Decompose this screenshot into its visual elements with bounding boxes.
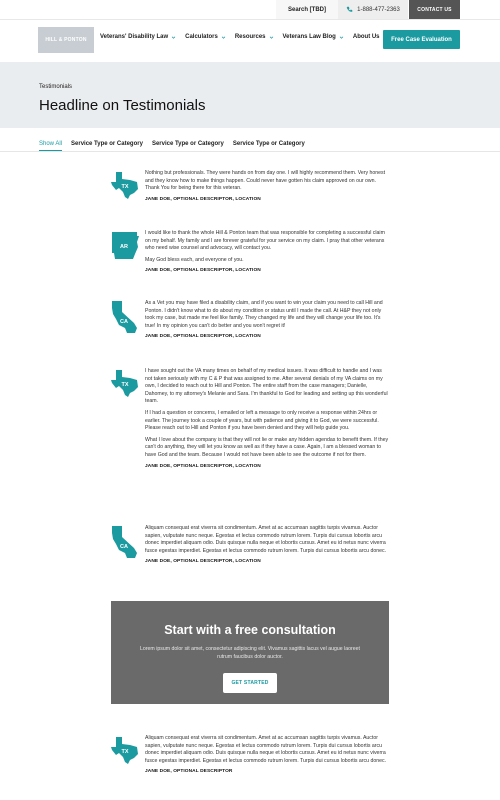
consultation-text: Lorem ipsum dolor sit amet, consectetur adipiscing elit. Vivamus sagittis lacus vel augue laoreet rutrum faucibus dolor auctor. xyxy=(140,646,360,660)
nav-menu xyxy=(100,34,388,40)
phone-number: 1-888-477-2363 xyxy=(357,6,400,13)
testimonial-body xyxy=(145,230,390,273)
testimonial-text: Aliquam consequat erat viverra sit condimentum. Amet at ac accumsan sagittis turpis vivamus. Auctor sapien, vulputate nunc neque. Egestas et lectus commodo rutrum lorem. Turpis dui cursus lobortis arcu donec imperdiet aliquam odio. Duis quisque nulla neque et lobortis cursus. Amet eu id netus nunc viverra fusce egestas imperdiet. Egestas et lectus commodo rutrum lorem. Turpis dui cursus lobortis arcu donec. xyxy=(145,735,387,764)
state-abbrev: CA xyxy=(120,544,128,550)
chevron-down-icon xyxy=(269,35,274,40)
nav-item-label: About Us xyxy=(352,34,380,40)
testimonial-body xyxy=(145,170,390,202)
testimonial-body xyxy=(145,525,390,564)
testimonial-text: Aliquam consequat erat viverra sit condimentum. Amet at ac accumsan sagittis turpis vivamus. Auctor sapien, vulputate nunc neque. Egestas et lectus commodo rutrum lorem. Turpis dui cursus lobortis arcu donec imperdiet aliquam odio. Duis quisque nulla neque et lobortis cursus. Amet eu id netus nunc viverra fusce egestas imperdiet. Egestas et lectus commodo rutrum lorem. Turpis dui cursus lobortis arcu donec. xyxy=(145,525,387,554)
free-case-evaluation-button[interactable]: Free Case Evaluation xyxy=(383,30,460,49)
arkansas-state-icon xyxy=(110,230,140,260)
texas-state-icon xyxy=(110,735,140,765)
tab-service-type-3[interactable]: Service Type or Category xyxy=(232,141,305,147)
consultation-title: Start with a free consultation xyxy=(164,623,336,637)
search-link[interactable]: Search [TBD] xyxy=(276,0,338,19)
chevron-down-icon xyxy=(171,35,176,40)
testimonial-body xyxy=(145,368,390,469)
chevron-down-icon xyxy=(221,35,226,40)
nav-item-label: Veterans' Disability Law xyxy=(100,34,169,40)
testimonial-text: I would like to thank the whole Hill & Ponton team that was responsible for completing a successful claim on my behalf. My family and I are forever grateful for your service on my claim. I pray that other veterans who need wise counsel and advocacy, will contact you. xyxy=(145,230,385,252)
testimonial-text: I have sought out the VA many times on behalf of my medical issues. It was difficult to handle and I was not taken seriously with my C & P that was assigned to me. After several denials of my VA claims on my own, I decided to reach out to Hill and Ponton. The entire staff from the case managers; Danielle, Dahomey, to my attorney's Melanie and Sara. I'm thankful to God for leading and setting up this wonderful team. xyxy=(145,368,388,405)
chevron-down-icon xyxy=(339,35,344,40)
phone-icon xyxy=(346,6,353,13)
state-abbrev: TX xyxy=(121,184,129,190)
testimonial-text: As a Vet you may have filed a disability claim, and if you want to win your claim you need to call Hill and Ponton. I didn't know what to do about my condition or status until I made the call. At H&P they not only took my case, but made me feel like family. They changed my life and they will change your life too. It's true! In my opinion you can't do better and you won't regret it! xyxy=(145,300,383,329)
nav-item-veterans-law-blog[interactable] xyxy=(283,34,344,40)
main-nav xyxy=(0,19,500,62)
get-started-button[interactable]: GET STARTED xyxy=(223,673,277,693)
texas-state-icon xyxy=(110,368,140,398)
california-state-icon xyxy=(110,300,140,334)
page-hero xyxy=(0,62,500,128)
testimonial-text: If I had a question or concerns, I emailed or left a message to only receive a response within 24hrs or earlier. The journey took a couple of years, but with patience and giving it to God, we were successful. Please reach out to Hill and Ponton if you have been denied and they will help guide you. xyxy=(145,409,379,432)
category-tabs xyxy=(39,141,305,151)
tabs-divider xyxy=(0,151,500,152)
state-abbrev: AR xyxy=(120,244,128,250)
state-abbrev: CA xyxy=(120,319,128,325)
state-abbrev: TX xyxy=(121,382,129,388)
tab-service-type-1[interactable]: Service Type or Category xyxy=(71,141,143,147)
nav-item-calculators[interactable] xyxy=(185,34,226,40)
testimonial-text: May God bless each, and everyone of you. xyxy=(145,256,244,263)
testimonial-body xyxy=(145,300,390,339)
nav-item-resources[interactable] xyxy=(235,34,274,40)
contact-us-button[interactable]: CONTACT US xyxy=(409,0,460,19)
california-state-icon xyxy=(110,525,140,559)
tab-show-all[interactable]: Show All xyxy=(39,141,62,151)
testimonial-text: What I love about the company is that they will not lie or make any hidden agendas to benefit them. If they can't do anything, they will let you know as well as if they have a case. Again, I am a blessed woman to have God and the team. Because I would not have been able to see the outcome if not for them. xyxy=(145,436,389,458)
utility-bar xyxy=(0,0,500,19)
nav-item-label: Resources xyxy=(234,34,266,40)
testimonial-body xyxy=(145,735,390,774)
testimonial-attribution: JANE DOE, OPTIONAL DESCRIPTOR, LOCATION xyxy=(145,559,261,565)
nav-item-label: Calculators xyxy=(185,34,218,40)
testimonial-attribution: JANE DOE, OPTIONAL DESCRIPTOR, LOCATION xyxy=(145,196,261,202)
texas-state-icon xyxy=(110,170,140,200)
testimonial-attribution: JANE DOE, OPTIONAL DESCRIPTOR, LOCATION xyxy=(145,268,261,274)
testimonial-attribution: JANE DOE, OPTIONAL DESCRIPTOR, LOCATION xyxy=(145,463,261,469)
nav-item-label: Veterans Law Blog xyxy=(282,34,336,40)
logo[interactable]: HILL & PONTON xyxy=(38,27,94,53)
testimonial-text: Nothing but professionals. They were hands on from day one. I will highly recommend them. Very honest and they know how to make things happen. Could never have gotten his claim approved on our own. Thank You for being there for this veteran. xyxy=(145,170,386,192)
testimonial-attribution: JANE DOE, OPTIONAL DESCRIPTOR, LOCATION xyxy=(145,334,261,340)
free-consultation-banner xyxy=(111,601,389,704)
page-title: Headline on Testimonials xyxy=(39,97,206,114)
testimonial-attribution: JANE DOE, OPTIONAL DESCRIPTOR xyxy=(145,769,233,775)
state-abbrev: TX xyxy=(121,749,129,755)
breadcrumb: Testimonials xyxy=(39,84,73,90)
nav-item-veterans-disability-law[interactable] xyxy=(100,34,176,40)
tab-service-type-2[interactable]: Service Type or Category xyxy=(151,141,224,147)
phone-link[interactable] xyxy=(338,0,408,19)
